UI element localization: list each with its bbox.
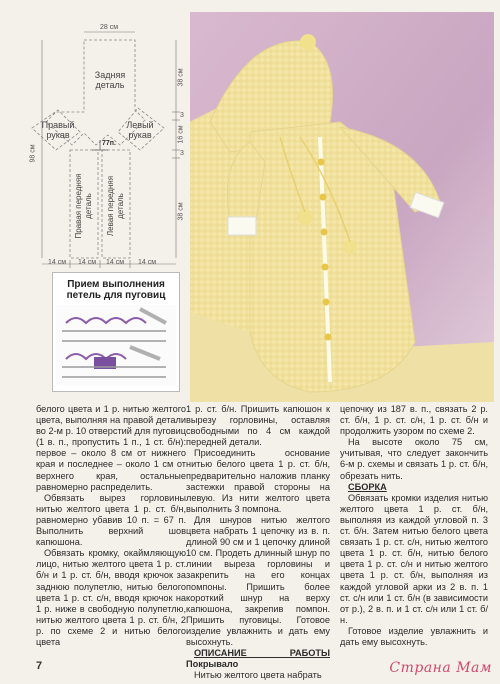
buttonhole-technique-box bbox=[52, 272, 180, 392]
paragraph: Обвязать кромку, окаймляющую лицо, нитью желтого цвета 1 р. ст. б/н и 1 р. ст. б/н, вводя крючок за заднюю полупетлю, нитью белого цвета 1 р. ст. с/н, вводя крючок на 1 р. ниже в свободную полупетлю, нитью желтого цвета 1 р. ст. б/н, 2 р. по схеме 2 и нитью белого цвета bbox=[36, 548, 186, 647]
text-column-3 bbox=[340, 404, 488, 648]
pattern-schema bbox=[0, 0, 190, 270]
buttonhole-diagram bbox=[56, 305, 176, 385]
dim-3-a: 3 bbox=[180, 112, 184, 119]
paragraph: цепочку из 187 в. п., связать 2 р. ст. б/н, 1 р. ст. с/н, 1 р. ст. б/н и продолжить узором по схеме 2. bbox=[340, 404, 488, 437]
technique-title: Прием выполнения петель для пуговиц bbox=[66, 279, 166, 301]
bottom-width-4: 14 см bbox=[138, 259, 157, 266]
right-sleeve-label: Правый рукав bbox=[41, 120, 75, 140]
stitch-count: 77п. bbox=[102, 140, 116, 147]
product-photo bbox=[190, 12, 494, 402]
dim-16: 16 см bbox=[177, 125, 185, 144]
top-width-dim: 28 см bbox=[100, 24, 119, 31]
total-height-dim: 98 см bbox=[29, 144, 37, 163]
paragraph: Нитью желтого цвета набрать bbox=[194, 670, 322, 681]
left-sleeve-label: Левый рукав bbox=[126, 120, 154, 140]
site-watermark: Страна Мам bbox=[389, 660, 492, 676]
heading-tail: Покрывало bbox=[186, 659, 239, 670]
back-piece-label: Задняя деталь bbox=[94, 70, 126, 90]
right-front-label: Правая передняя деталь bbox=[74, 173, 93, 239]
left-front-label: Левая передняя деталь bbox=[106, 175, 125, 237]
text-column-1 bbox=[36, 404, 186, 648]
assembly-heading: СБОРКА bbox=[348, 481, 387, 492]
paragraph: На высоте около 75 см, учитывая, что следует закончить 6-м р. схемы и связать 1 р. ст. б/н, обрезать нить. bbox=[340, 437, 488, 481]
page-number: 7 bbox=[36, 660, 43, 672]
paragraph: Присоединить основание нитью белого цвета 1 р. ст. б/н, предварительно наложив планку застежки правой стороны на левую. Из нити желтого цвета выполнить 3 помпона. bbox=[186, 448, 330, 514]
paragraph: 1 р. ст. б/н. Пришить капюшон к вырезу горловины, оставляя свободными по 4 см каждой передней детали. bbox=[186, 404, 330, 448]
paragraph: Обвязать вырез горловины нитью желтого цвета 1 р. ст. б/н, равномерно убавив 10 п. = 67 п. Выполнить верхний шов капюшона. bbox=[36, 492, 186, 548]
sleeping-bag-illustration bbox=[190, 12, 494, 402]
bottom-width-3: 14 см bbox=[106, 259, 125, 266]
paragraph: Обвязать кромки изделия нитью желтого цвета 1 р. ст. б/н, выполняя из каждой угловой п. 3 ст. б/н. Затем нитью белого цвета связать 1 р. ст. с/н, нитью желтого цвета 1 р. ст. б/н, нитью белого цвета 1 р. ст. с/н и нитью желтого цвета 1 р. ст. б/н, выполняя из каждой угловой арки из 2 в. п. 1 ст. с/н или 1 ст. б/н (в зависимости от р.), 2 в. п. и 1 ст. с/н или 1 ст. б/н. bbox=[340, 492, 488, 625]
paragraph: белого цвета и 1 р. нитью желтого цвета, выполняя на правой детали во 2-м р. 10 отверстий для пуговиц (1 в. п., пропустить 1 п., 1 ст. б/н): первое – около 8 см от нижнего края и последнее – около 1 см от верхнего края, остальные равномерно распределить. bbox=[36, 404, 186, 492]
dim-38-bottom: 38 см bbox=[177, 202, 185, 221]
dim-3-b: 3 bbox=[180, 150, 184, 157]
description-heading-line bbox=[186, 648, 330, 670]
paragraph: Готовое изделие увлажнить и дать ему высохнуть. bbox=[340, 625, 488, 647]
description-heading: ОПИСАНИЕ РАБОТЫ bbox=[194, 648, 330, 659]
dim-38-top: 38 см bbox=[177, 68, 185, 87]
paragraph: Для шнуров нитью желтого цвета набрать 1 цепочку из в. п. длиной 90 см и 1 цепочку длиной 10 см. Продеть длинный шнур по линии выреза горловины и закрепить на его концах помпоны. Пришить более короткий шнур на верху капюшона, закрепив помпон. Пришить пуговицы. Готовое изделие увлажнить и дать ему высохнуть. bbox=[186, 514, 330, 647]
text-column-2 bbox=[186, 404, 330, 681]
bottom-width-1: 14 см bbox=[48, 259, 67, 266]
bottom-width-2: 14 см bbox=[78, 259, 97, 266]
